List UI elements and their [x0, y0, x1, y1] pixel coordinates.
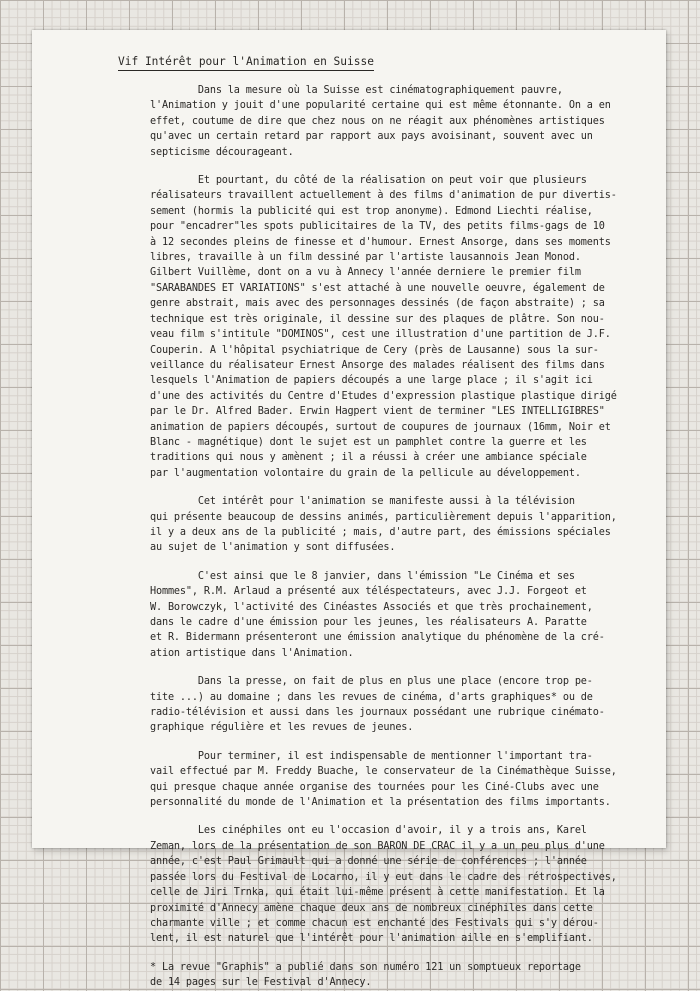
text-line: Et pourtant, du côté de la réalisation on peut voir que plusieurs: [150, 175, 587, 187]
text-line: à 12 secondes pleins de finesse et d'humour. Ernest Ansorge, dans ses moments: [150, 236, 611, 248]
text-line: radio-télévision et aussi dans les journaux possédant une rubrique cinémato-: [150, 707, 605, 719]
text-line: C'est ainsi que le 8 janvier, dans l'émission "Le Cinéma et ses: [150, 570, 575, 582]
text-line: Les cinéphiles ont eu l'occasion d'avoir, il y a trois ans, Karel: [150, 825, 587, 837]
text-line: lesquels l'Animation de papiers découpés a une large place ; il s'agit ici: [150, 375, 593, 387]
paragraph: [150, 173, 640, 481]
text-line: proximité d'Annecy amène chaque deux ans de nombreux cinéphiles dans cette: [150, 902, 593, 914]
text-line: par l'augmentation volontaire du grain de la pellicule au développement.: [150, 467, 581, 479]
paragraph: [150, 569, 640, 661]
text-line: animation de papiers découpés, surtout de coupures de journaux (16mm, Noir et: [150, 421, 611, 433]
text-line: genre abstrait, mais avec des personnages dessinés (de façon abstraite) ; sa: [150, 298, 605, 310]
text-line: passée lors du Festival de Locarno, il y eut dans le cadre des rétrospectives,: [150, 871, 617, 883]
text-line: technique est très originale, il dessine sur des plaques de plâtre. Son nou-: [150, 313, 605, 325]
text-line: Zeman, lors de la présentation de son BARON DE CRAC il y a un peu plus d'une: [150, 840, 605, 852]
text-line: ation artistique dans l'Animation.: [150, 647, 354, 659]
text-line: il y a deux ans de la publicité ; mais, d'autre part, des émissions spéciales: [150, 526, 611, 538]
text-line: Gilbert Vuillème, dont on a vu à Annecy l'année derniere le premier film: [150, 267, 581, 279]
paragraph: [150, 674, 640, 736]
text-line: libres, travaille à un film dessiné par l'artiste lausannois Jean Monod.: [150, 252, 581, 264]
text-line: veau film s'intitule "DOMINOS", cest une illustration d'une partition de J.F.: [150, 329, 611, 341]
text-line: Cet intérêt pour l'animation se manifeste aussi à la télévision: [150, 496, 575, 508]
text-line: Blanc - magnétique) dont le sujet est un pamphlet contre la guerre et les: [150, 436, 587, 448]
text-line: Pour terminer, il est indispensable de mentionner l'important tra-: [150, 750, 593, 762]
text-line: qu'avec un certain retard par rapport aux pays avoisinant, souvent avec un: [150, 131, 593, 143]
text-line: qui présente beaucoup de dessins animés, particulièrement depuis l'apparition,: [150, 511, 617, 523]
text-line: veillance du réalisateur Ernest Ansorge des malades réalisent des films dans: [150, 359, 605, 371]
text-line: graphique régulière et les revues de jeunes.: [150, 722, 414, 734]
text-line: l'Animation y jouit d'une popularité certaine qui est même étonnante. On a en: [150, 100, 611, 112]
document-page: [32, 30, 666, 989]
paragraph: [150, 823, 640, 946]
text-line: Hommes", R.M. Arlaud a présenté aux téléspectateurs, avec J.J. Forgeot et: [150, 586, 587, 598]
text-line: dans le cadre d'une émission pour les jeunes, les réalisateurs A. Paratte: [150, 617, 587, 628]
footnote-line: de 14 pages sur le Festival d'Annecy.: [150, 977, 372, 989]
text-line: sement (hormis la publicité qui est trop anonyme). Edmond Liechti réalise,: [150, 205, 593, 217]
document-body: [150, 83, 640, 947]
text-line: lent, il est naturel que l'intérêt pour l'animation aille en s'emplifiant.: [150, 933, 593, 945]
document-title: Vif Intérêt pour l'Animation en Suisse: [118, 55, 374, 71]
text-line: année, c'est Paul Grimault qui a donné une série de conférences ; l'année: [150, 856, 587, 868]
text-line: charmante ville ; et comme chacun est enchanté des Festivals qui s'y dérou-: [150, 917, 599, 929]
text-line: pour "encadrer"les spots publicitaires de la TV, des petits films-gags de 10: [150, 221, 605, 233]
text-line: Dans la mesure où la Suisse est cinématographiquement pauvre,: [150, 85, 563, 96]
text-line: Couperin. A l'hôpital psychiatrique de Cery (près de Lausanne) sous la sur-: [150, 344, 599, 356]
text-line: par le Dr. Alfred Bader. Erwin Hagpert vient de terminer "LES INTELLIGIBRES": [150, 406, 605, 418]
text-line: celle de Jiri Trnka, qui était lui-même présent à cette manifestation. Et la: [150, 887, 605, 899]
text-line: tite ...) au domaine ; dans les revues de cinéma, d'arts graphiques* ou de: [150, 691, 593, 703]
text-line: qui presque chaque année organise des tournées pour les Ciné-Clubs avec une: [150, 781, 599, 793]
footnote-line: * La revue "Graphis" a publié dans son numéro 121 un somptueux reportage: [150, 961, 581, 973]
paragraph: [150, 494, 640, 556]
paragraph: [150, 749, 640, 811]
text-line: réalisateurs travaillent actuellement à des films d'animation de pur divertis-: [150, 190, 617, 202]
text-line: et R. Bidermann présenteront une émission analytique du phénomène de la cré-: [150, 632, 605, 644]
text-line: effet, coutume de dire que chez nous on ne réagit aux phénomènes artistiques: [150, 115, 605, 127]
text-line: traditions qui nous y amènent ; il a réussi à créer une ambiance spéciale: [150, 452, 587, 464]
text-line: W. Borowczyk, l'activité des Cinéastes Associés et que très prochainement,: [150, 601, 593, 613]
text-line: vail effectué par M. Freddy Buache, le conservateur de la Cinémathèque Suisse,: [150, 766, 617, 778]
text-line: "SARABANDES ET VARIATIONS" s'est attaché à une nouvelle oeuvre, également de: [150, 282, 605, 294]
text-line: Dans la presse, on fait de plus en plus une place (encore trop pe-: [150, 676, 593, 688]
text-line: personnalité du monde de l'Animation et la présentation des films importants.: [150, 797, 611, 809]
text-line: septicisme décourageant.: [150, 146, 294, 158]
paragraph: [150, 83, 640, 160]
footnote: [150, 960, 640, 991]
text-line: au sujet de l'animation y sont diffusées.: [150, 542, 396, 554]
text-line: d'une des activités du Centre d'Etudes d'expression plastique plastique dirigé: [150, 390, 617, 402]
